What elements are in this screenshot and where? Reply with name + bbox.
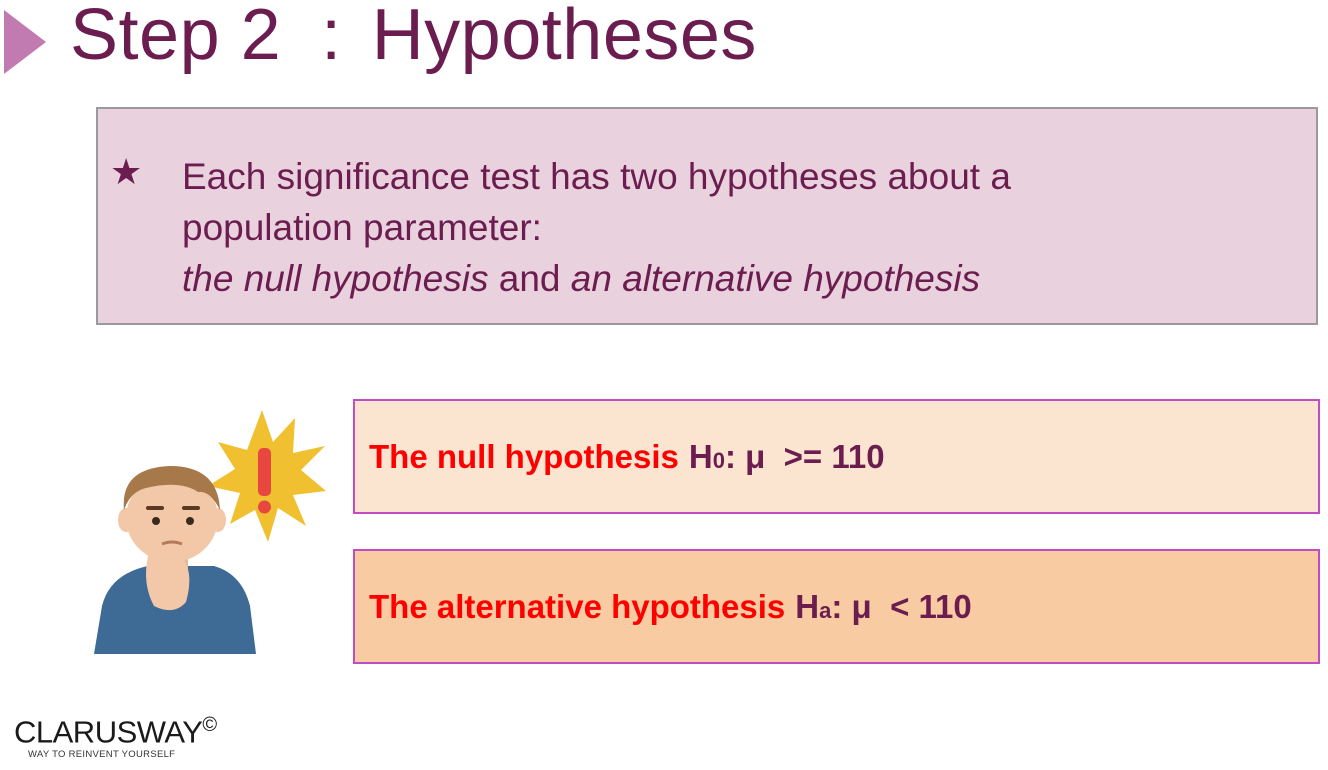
null-hypothesis-formula [689, 438, 885, 476]
and-word: and [488, 258, 571, 299]
alternative-hypothesis-term: an alternative hypothesis [570, 258, 981, 299]
clarusway-logo [14, 708, 217, 760]
alt-expression: : μ < 110 [831, 587, 972, 625]
copyright-mark: © [202, 714, 217, 736]
star-icon: ★ [110, 151, 143, 192]
null-symbol: H [688, 437, 713, 475]
logo-brand: CLARUSWAY [14, 714, 203, 750]
null-hypothesis-label: The null hypothesis [369, 437, 679, 475]
step-label: Step 2 [70, 0, 282, 75]
null-hypothesis-term: the null hypothesis [182, 258, 489, 299]
null-hypothesis-box [353, 399, 1320, 514]
alt-subscript: a [819, 597, 832, 623]
alternative-hypothesis-label: The alternative hypothesis [369, 587, 786, 625]
thinking-person-alert-icon [90, 406, 328, 654]
page-title [70, 0, 757, 76]
null-subscript: 0 [712, 447, 725, 473]
title-text: Hypotheses [371, 0, 757, 75]
alternative-hypothesis-formula [795, 588, 971, 626]
alternative-hypothesis-box [353, 549, 1320, 664]
title-separator: : [321, 0, 342, 75]
alt-symbol: H [795, 587, 820, 625]
info-line-3 [182, 253, 1292, 304]
title-arrow-icon [4, 10, 46, 74]
null-expression: : μ >= 110 [724, 437, 885, 475]
info-line-2: population parameter: [182, 207, 542, 248]
logo-name [14, 708, 217, 749]
info-text [182, 151, 1292, 304]
logo-tagline: WAY TO REINVENT YOURSELF [28, 749, 176, 761]
info-box [96, 107, 1318, 325]
info-line-1: Each significance test has two hypotheses about a [182, 156, 1011, 197]
